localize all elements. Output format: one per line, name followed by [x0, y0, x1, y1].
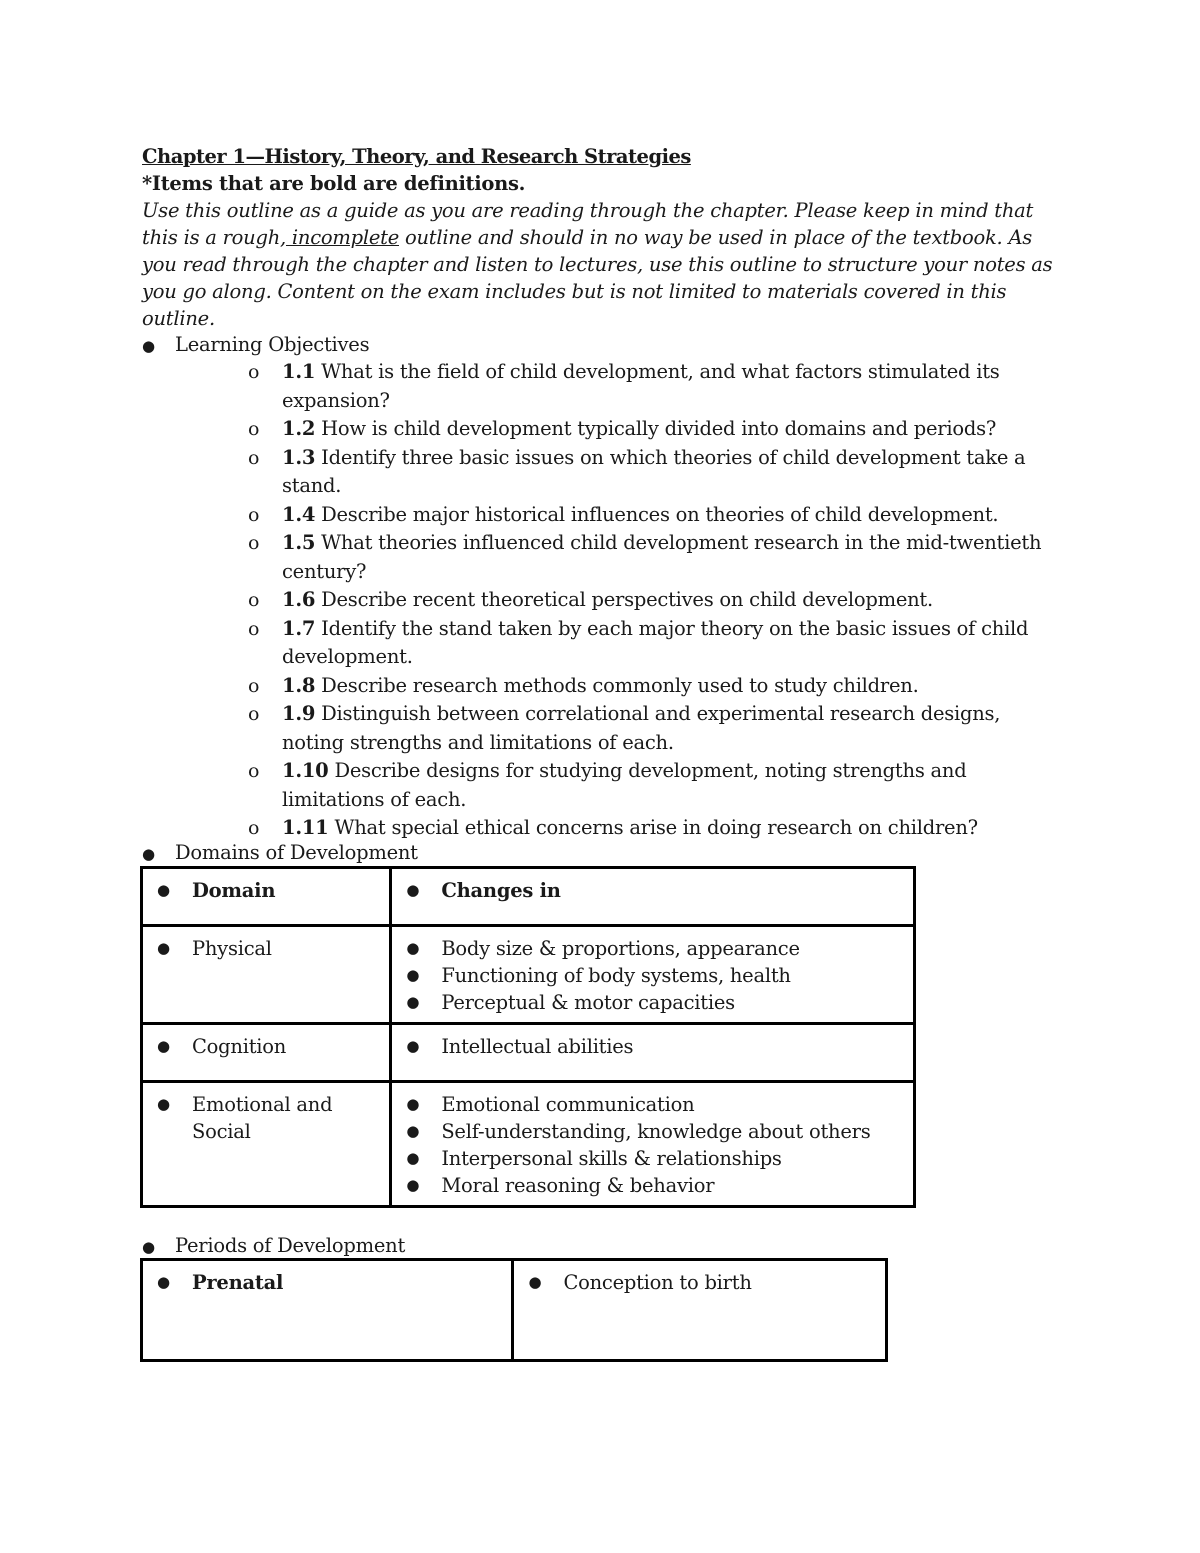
section-heading: Domains of Development [175, 841, 418, 864]
objective-text: Describe recent theoretical perspectives on child development. [315, 588, 933, 611]
intro-text-1: Use this outline as a guide as you are reading through the chapter. Please keep in mind that this is a rough, [142, 199, 1034, 249]
objective-item [248, 501, 1058, 530]
bullet-icon: ● [528, 1273, 542, 1291]
table-row [142, 926, 915, 1024]
objective-text: Identify three basic issues on which theories of child development take a stand. [282, 445, 1026, 497]
objective-text: What is the field of child development, and what factors stimulated its expansion? [282, 360, 1000, 412]
sub-bullet-icon: o [248, 760, 260, 782]
change-item: Intellectual abilities [441, 1035, 634, 1058]
table-cell [142, 1260, 513, 1361]
bullet-icon: ● [406, 993, 420, 1011]
objective-text: How is child development typically divided into domains and periods? [315, 417, 997, 440]
objectives-list [248, 358, 1058, 843]
intro-underlined-word: incomplete [285, 226, 399, 249]
objective-number: 1.7 [282, 616, 316, 640]
objective-number: 1.10 [282, 759, 329, 782]
table-row [142, 1024, 915, 1082]
bullet-icon: ● [406, 1176, 420, 1194]
table-row [142, 1260, 887, 1361]
bullet-icon: ● [142, 1238, 155, 1256]
objective-number: 1.2 [282, 417, 316, 440]
objective-item [248, 672, 1058, 701]
objective-item [248, 700, 1058, 757]
objective-text: What theories influenced child development research in the mid-twentieth century? [282, 531, 1042, 583]
objective-item [248, 615, 1058, 672]
table-cell [142, 1024, 391, 1082]
bullet-icon: ● [157, 1273, 170, 1291]
change-item: Emotional communication [441, 1093, 695, 1116]
sub-bullet-icon: o [248, 674, 260, 697]
objective-number: 1.9 [282, 702, 316, 725]
sub-bullet-icon: o [248, 617, 260, 640]
bullet-icon: ● [157, 1095, 170, 1113]
objective-item [248, 444, 1058, 501]
objective-text: What special ethical concerns arise in doing research on children? [328, 816, 978, 839]
column-header-domain: Domain [192, 879, 276, 902]
table-cell [391, 1082, 915, 1207]
bullet-icon: ● [406, 966, 420, 984]
domain-name: Physical [192, 937, 272, 960]
sub-bullet-icon: o [248, 703, 260, 725]
objective-number: 1.5 [282, 531, 316, 554]
objective-item [248, 415, 1058, 444]
domain-name: Cognition [192, 1035, 287, 1058]
change-item: Perceptual & motor capacities [441, 991, 735, 1014]
sub-bullet-icon: o [248, 817, 260, 839]
table-cell [142, 868, 391, 926]
section-domains [142, 839, 418, 868]
bullet-icon: ● [406, 881, 420, 899]
bullet-icon: ● [157, 881, 170, 899]
change-item: Body size & proportions, appearance [441, 937, 800, 960]
sub-bullet-icon: o [248, 589, 260, 611]
objective-number: 1.1 [282, 360, 316, 383]
sub-bullet-icon: o [248, 446, 260, 469]
section-learning-objectives [142, 331, 369, 360]
objective-text: Describe research methods commonly used to study children. [315, 673, 919, 697]
section-periods [142, 1232, 405, 1261]
table-cell [142, 926, 391, 1024]
change-item: Interpersonal skills & relationships [441, 1147, 782, 1170]
periods-table [140, 1258, 888, 1362]
bullet-icon: ● [157, 1037, 170, 1055]
objective-text: Identify the stand taken by each major theory on the basic issues of child development. [282, 616, 1029, 668]
objective-number: 1.11 [282, 816, 329, 839]
bullet-icon: ● [142, 845, 155, 863]
bullet-icon: ● [406, 1149, 420, 1167]
change-item: Self-understanding, knowledge about others [441, 1120, 871, 1143]
objective-number: 1.8 [282, 673, 316, 697]
objective-item [248, 529, 1058, 586]
intro-text-2: outline and should in no way be used in place of the textbook. As you read through the chapter and listen to lectures, use this outline to structure your notes as you go along. Content on the exam includes but is not limited to materials covered in this outline. [142, 226, 1053, 330]
section-heading: Learning Objectives [175, 333, 370, 356]
domain-name: Emotional and Social [192, 1093, 333, 1143]
table-cell [142, 1082, 391, 1207]
bullet-icon: ● [406, 939, 420, 957]
table-cell [391, 868, 915, 926]
table-cell [391, 1024, 915, 1082]
bullet-icon: ● [157, 939, 170, 957]
sub-bullet-icon: o [248, 361, 260, 383]
table-cell [391, 926, 915, 1024]
objective-item [248, 757, 1058, 814]
objective-item [248, 358, 1058, 415]
period-span: Conception to birth [563, 1271, 752, 1294]
bullet-icon: ● [406, 1095, 420, 1113]
chapter-title: Chapter 1—History, Theory, and Research Strategies [142, 145, 691, 168]
table-header-row [142, 868, 915, 926]
bullet-icon: ● [406, 1122, 420, 1140]
domains-table [140, 866, 916, 1208]
sub-bullet-icon: o [248, 532, 260, 554]
section-heading: Periods of Development [175, 1234, 406, 1257]
objective-text: Describe major historical influences on theories of child development. [315, 502, 999, 526]
sub-bullet-icon: o [248, 503, 260, 526]
table-row [142, 1082, 915, 1207]
objective-item [248, 586, 1058, 615]
change-item: Functioning of body systems, health [441, 964, 791, 987]
table-cell [513, 1260, 887, 1361]
objective-number: 1.4 [282, 502, 316, 526]
sub-bullet-icon: o [248, 418, 260, 440]
column-header-changes: Changes in [441, 879, 561, 902]
period-name: Prenatal [192, 1271, 284, 1294]
bullet-icon: ● [406, 1037, 420, 1055]
objective-text: Describe designs for studying development, noting strengths and limitations of each. [282, 759, 967, 811]
definitions-note: *Items that are bold are definitions. [142, 172, 526, 195]
change-item: Moral reasoning & behavior [441, 1174, 715, 1197]
document-header [142, 143, 1057, 332]
objective-number: 1.6 [282, 588, 316, 611]
objective-text: Distinguish between correlational and experimental research designs, noting strengths and limitations of each. [282, 702, 1001, 754]
intro-paragraph [142, 197, 1057, 332]
bullet-icon: ● [142, 337, 155, 355]
objective-number: 1.3 [282, 445, 316, 469]
